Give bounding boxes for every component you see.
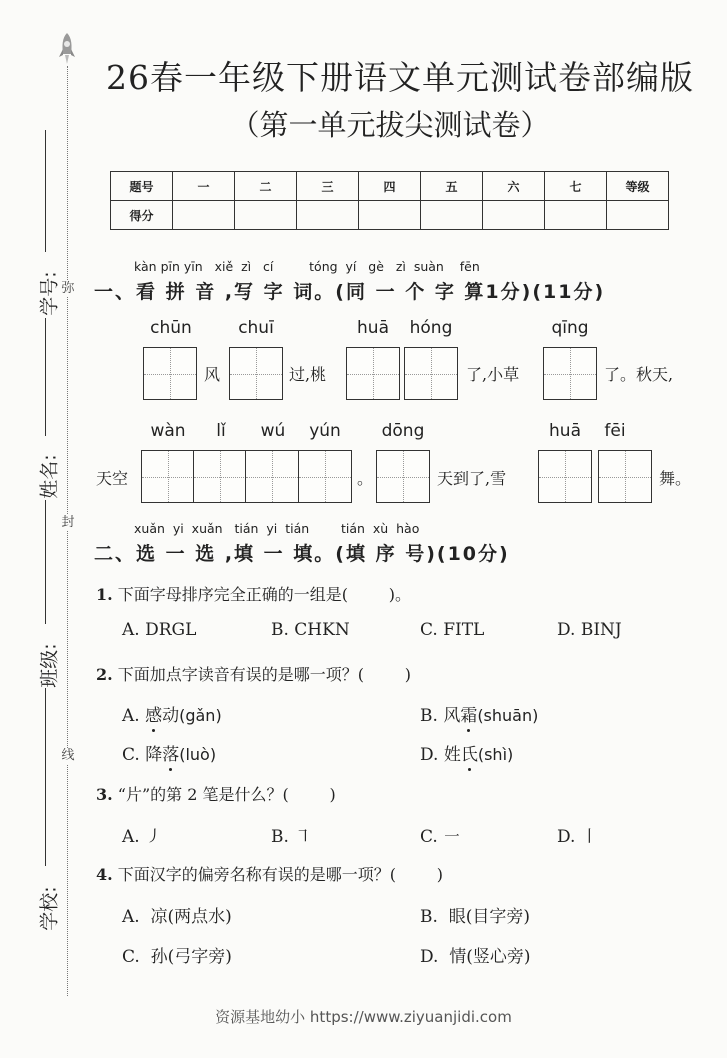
student-name-label: 姓名: xyxy=(38,454,61,499)
pinyin-hong: hóng xyxy=(409,318,453,338)
writing-box-hua2[interactable] xyxy=(538,450,592,503)
q4-option-c[interactable]: C. 孙(弓字旁) xyxy=(122,947,232,967)
writing-box-qing[interactable] xyxy=(543,347,597,400)
rocket-icon xyxy=(58,32,76,66)
header-cell: 题号 xyxy=(111,172,173,201)
option-pinyin: (luò) xyxy=(179,745,217,764)
plain-char: 风 xyxy=(443,706,461,726)
option-letter: C. xyxy=(122,745,140,765)
q1-option-d[interactable]: D. BINJ xyxy=(557,620,622,640)
question-3-text: “片”的第 2 笔是什么？( ) xyxy=(117,785,336,804)
writing-box-wu[interactable] xyxy=(245,450,299,503)
dotted-char: 落 xyxy=(162,745,180,765)
q1-option-c[interactable]: C. FITL xyxy=(420,620,485,640)
writing-box-chun[interactable] xyxy=(143,347,197,400)
option-pinyin: (shì) xyxy=(477,745,514,764)
question-1-text: 下面字母排序完全正确的一组是( )。 xyxy=(117,585,411,604)
question-2-text: 下面加点字读音有误的是哪一项？( ) xyxy=(117,665,411,684)
writing-box-fei[interactable] xyxy=(598,450,652,503)
header-cell: 二 xyxy=(235,172,297,201)
option-pinyin: (shuān) xyxy=(477,706,539,725)
dotted-char: 霜 xyxy=(460,706,478,726)
dotted-char: 氏 xyxy=(460,745,478,765)
q3-option-c[interactable]: C. ㇐ xyxy=(420,827,461,847)
dotted-char: 感 xyxy=(145,706,163,726)
header-cell: 五 xyxy=(421,172,483,201)
score-cell[interactable] xyxy=(235,201,297,230)
q2-option-d[interactable] xyxy=(420,740,513,765)
seal-char-xian: 线 xyxy=(61,748,75,763)
question-4-text: 下面汉字的偏旁名称有误的是哪一项？( ) xyxy=(117,865,443,884)
section2-title-pinyin: xuǎn yi xuǎn tián yi tián tián xù hào xyxy=(134,521,420,536)
binding-dashed-line xyxy=(67,66,68,996)
header-cell: 等级 xyxy=(607,172,669,201)
q2-option-b[interactable] xyxy=(420,701,538,726)
footer-watermark: 资源基地幼小 https://www.ziyuanjidi.com xyxy=(215,1008,512,1026)
section1-title: 一、看 拼 音 ,写 字 词。(同 一 个 字 算1分)(11分) xyxy=(94,281,606,303)
pinyin-dong: dōng xyxy=(381,421,425,441)
score-cell[interactable] xyxy=(359,201,421,230)
header-cell: 四 xyxy=(359,172,421,201)
option-letter: D. xyxy=(420,745,439,765)
score-table-header-row xyxy=(111,172,669,201)
score-table xyxy=(110,171,669,230)
school-label: 学校: xyxy=(38,886,61,931)
q2-option-a[interactable] xyxy=(122,701,222,726)
text-tiandaole-xue: 天到了,雪 xyxy=(437,469,507,488)
question-1-number: 1. xyxy=(96,585,113,604)
seal-char-feng: 封 xyxy=(61,515,75,530)
option-pinyin: (gǎn) xyxy=(179,706,222,725)
score-cell[interactable] xyxy=(545,201,607,230)
question-3-number: 3. xyxy=(96,785,113,804)
question-1 xyxy=(96,582,411,605)
q3-option-a[interactable]: A. ㇓ xyxy=(122,827,163,847)
q4-option-b[interactable]: B. 眼(目字旁) xyxy=(420,907,530,927)
writing-box-yun[interactable] xyxy=(298,450,352,503)
q4-option-a[interactable]: A. 凉(两点水) xyxy=(122,907,232,927)
score-cell[interactable] xyxy=(297,201,359,230)
score-row-label: 得分 xyxy=(111,201,173,230)
grade-cell[interactable] xyxy=(607,201,669,230)
pinyin-fei: fēi xyxy=(604,421,626,441)
exam-subtitle: （第一单元拔尖测试卷） xyxy=(230,108,550,142)
score-cell[interactable] xyxy=(173,201,235,230)
question-2 xyxy=(96,662,411,685)
question-3 xyxy=(96,782,336,805)
plain-char: 姓 xyxy=(443,745,461,765)
header-cell: 一 xyxy=(173,172,235,201)
text-le-qiutian: 了。秋天, xyxy=(604,365,674,384)
plain-char: 降 xyxy=(145,745,163,765)
exam-title: 26春一年级下册语文单元测试卷部编版 xyxy=(106,58,694,97)
question-2-number: 2. xyxy=(96,665,113,684)
plain-char: 动 xyxy=(162,706,180,726)
writing-box-li[interactable] xyxy=(193,450,247,503)
pinyin-wu: wú xyxy=(260,421,286,441)
text-tiankong: 天空 xyxy=(96,469,129,488)
writing-box-hua[interactable] xyxy=(346,347,400,400)
header-cell: 三 xyxy=(297,172,359,201)
q3-option-b[interactable]: B. ㇕ xyxy=(271,827,312,847)
question-4 xyxy=(96,862,443,885)
score-table-score-row xyxy=(111,201,669,230)
writing-box-wan[interactable] xyxy=(141,450,195,503)
header-cell: 六 xyxy=(483,172,545,201)
score-cell[interactable] xyxy=(483,201,545,230)
seal-char-mi: 弥 xyxy=(61,281,75,296)
text-feng: 风 xyxy=(204,365,221,384)
option-letter: B. xyxy=(420,706,438,726)
student-name-line[interactable] xyxy=(45,318,46,436)
student-id-line[interactable] xyxy=(45,130,46,252)
text-wu: 舞。 xyxy=(659,469,692,488)
score-cell[interactable] xyxy=(421,201,483,230)
student-id-label: 学号: xyxy=(38,271,61,316)
class-line[interactable] xyxy=(45,500,46,624)
pinyin-wan: wàn xyxy=(150,421,186,441)
section2-title: 二、选 一 选 ,填 一 填。(填 序 号)(10分) xyxy=(94,543,510,565)
writing-box-hong[interactable] xyxy=(404,347,458,400)
pinyin-hua: huā xyxy=(357,318,389,338)
pinyin-yun: yún xyxy=(309,421,341,441)
option-letter: A. xyxy=(122,706,140,726)
q4-option-d[interactable]: D. 情(竖心旁) xyxy=(420,947,531,967)
writing-box-dong[interactable] xyxy=(376,450,430,503)
school-line[interactable] xyxy=(45,688,46,866)
class-label: 班级: xyxy=(38,643,61,688)
text-le-xiaocao: 了,小草 xyxy=(466,365,520,384)
pinyin-chui: chuī xyxy=(238,318,274,338)
pinyin-qing: qīng xyxy=(551,318,589,338)
section1-title-pinyin: kàn pīn yīn xiě zì cí tóng yí gè zì suàn fēn xyxy=(134,259,480,274)
pinyin-chun: chūn xyxy=(150,318,192,338)
q3-option-d[interactable]: D. ㇑ xyxy=(557,827,598,847)
text-guo-tao: 过,桃 xyxy=(289,365,327,384)
q1-option-a[interactable]: A. DRGL xyxy=(122,620,197,640)
header-cell: 七 xyxy=(545,172,607,201)
q2-option-c[interactable] xyxy=(122,740,216,765)
writing-box-chui[interactable] xyxy=(229,347,283,400)
text-period: 。 xyxy=(357,469,374,488)
pinyin-hua2: huā xyxy=(549,421,581,441)
question-4-number: 4. xyxy=(96,865,113,884)
q1-option-b[interactable]: B. CHKN xyxy=(271,620,350,640)
pinyin-li: lǐ xyxy=(216,421,226,441)
